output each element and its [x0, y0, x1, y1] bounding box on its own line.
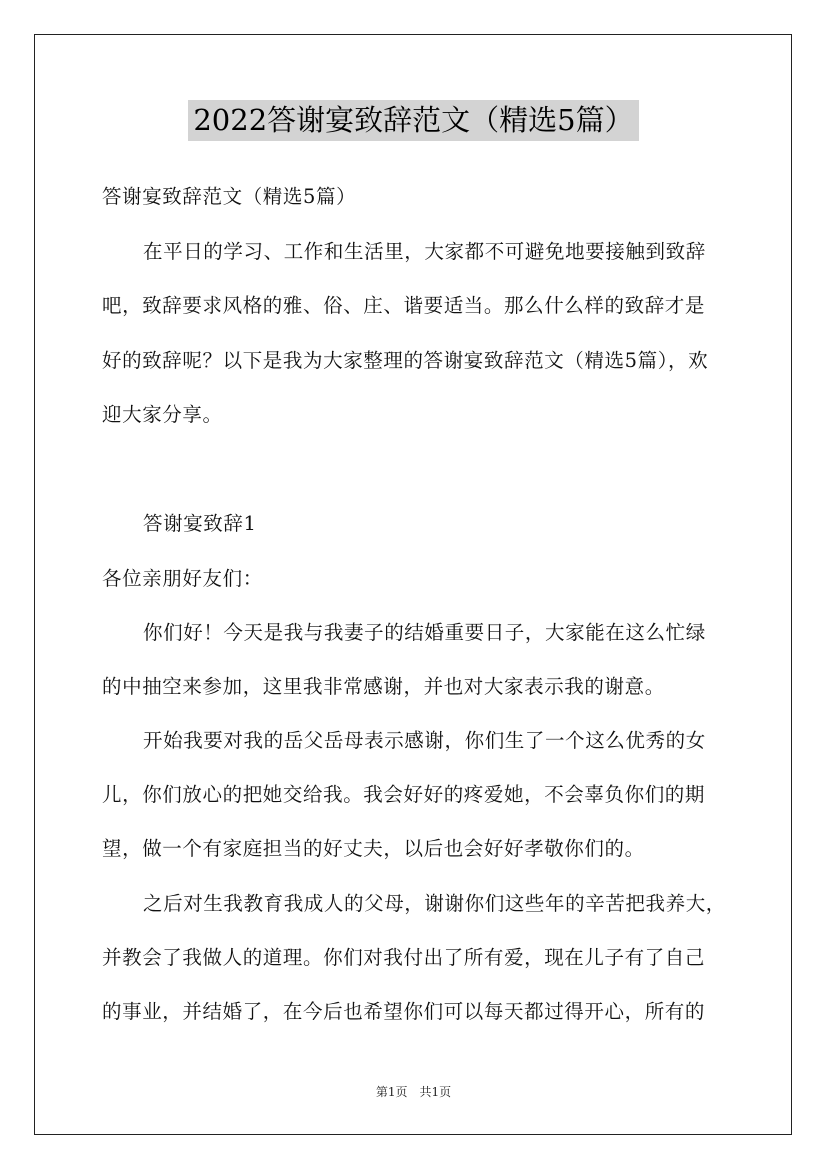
intro-line-4: 迎大家分享。	[102, 403, 223, 426]
body-line-6: 之后对生我教育我成人的父母，谢谢你们这些年的辛苦把我养大，	[143, 892, 726, 915]
intro-line-1: 在平日的学习、工作和生活里，大家都不可避免地要接触到致辞	[143, 240, 706, 263]
body-line-1: 你们好！今天是我与我妻子的结婚重要日子，大家能在这么忙绿	[143, 621, 706, 644]
intro-line-2: 吧，致辞要求风格的雅、俗、庄、谐要适当。那么什么样的致辞才是	[102, 294, 706, 317]
body-line-3: 开始我要对我的岳父岳母表示感谢，你们生了一个这么优秀的女	[143, 729, 706, 752]
body-line-5: 望，做一个有家庭担当的好丈夫，以后也会好好孝敬你们的。	[102, 837, 645, 860]
title-container	[0, 100, 827, 141]
document-title: 2022答谢宴致辞范文（精选5篇）	[188, 100, 638, 141]
document-subtitle: 答谢宴致辞范文（精选5篇）	[102, 185, 357, 208]
greeting: 各位亲朋好友们：	[102, 567, 263, 590]
page-footer: 第1页 共1页	[375, 1085, 452, 1099]
body-line-7: 并教会了我做人的道理。你们对我付出了所有爱，现在儿子有了自己	[102, 946, 706, 969]
body-line-4: 儿，你们放心的把她交给我。我会好好的疼爱她，不会辜负你们的期	[102, 783, 706, 806]
intro-line-3: 好的致辞呢？以下是我为大家整理的答谢宴致辞范文（精选5篇），欢	[102, 349, 709, 372]
section-heading: 答谢宴致辞1	[143, 512, 257, 535]
body-line-2: 的中抽空来参加，这里我非常感谢，并也对大家表示我的谢意。	[102, 675, 665, 698]
body-line-8: 的事业，并结婚了，在今后也希望你们可以每天都过得开心，所有的	[102, 1000, 706, 1023]
